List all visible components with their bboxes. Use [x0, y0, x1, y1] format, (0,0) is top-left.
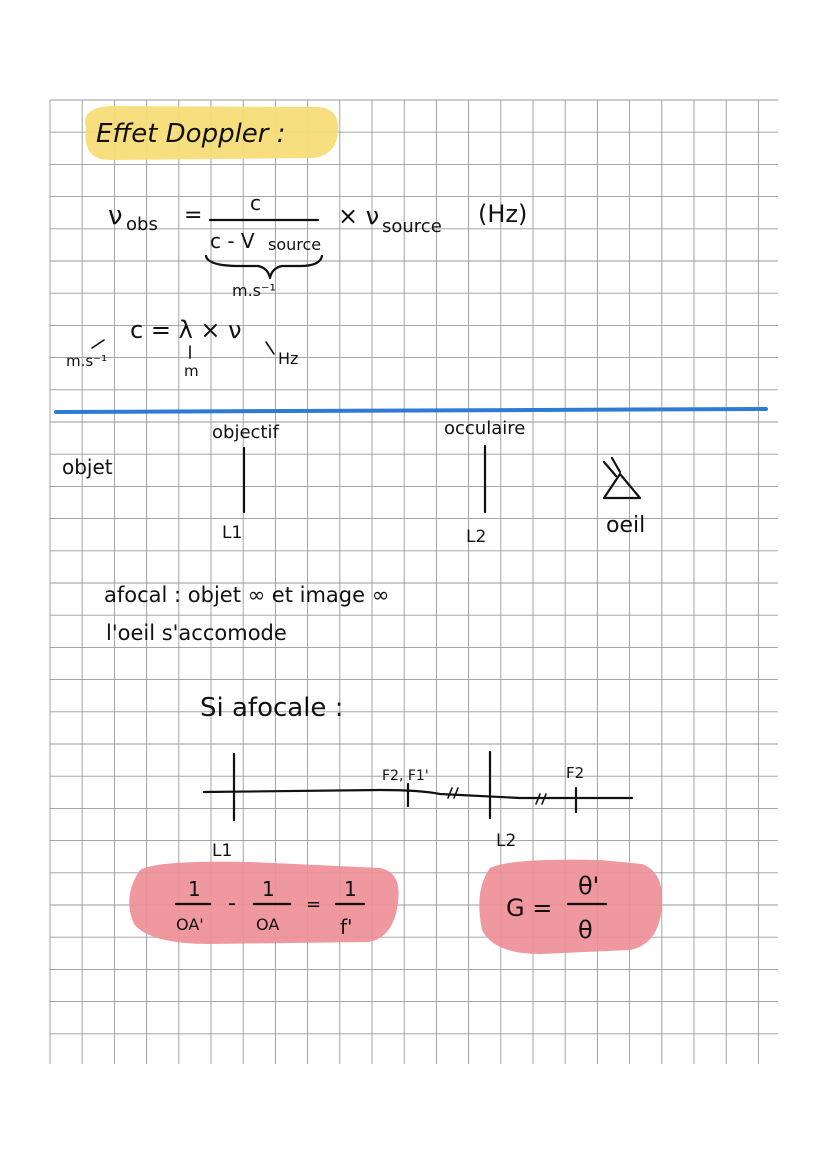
conj-den-1: OA' [176, 915, 204, 934]
conj-den-2: OA [256, 915, 280, 934]
nu-source-subscript: source [382, 216, 442, 237]
conj-equals: = [306, 894, 322, 915]
fraction-denominator: c - V [210, 229, 255, 253]
conj-num-3: 1 [344, 877, 357, 901]
f2-label: F2 [566, 764, 585, 782]
wave-relation-formula: c = λ × ν [130, 316, 242, 344]
telescope-schematic [62, 418, 645, 645]
afocal-line-1: afocal : objet ∞ et image ∞ [104, 583, 390, 607]
gain-numerator: θ' [578, 872, 600, 900]
gain-lhs: G = [506, 894, 553, 922]
l2-label: L2 [466, 527, 487, 547]
objectif-label: objectif [212, 422, 279, 443]
oculaire-label: occulaire [444, 418, 526, 439]
afocale-l2-label: L2 [496, 831, 517, 851]
conj-num-1: 1 [188, 877, 201, 901]
conj-num-2: 1 [262, 877, 275, 901]
doppler-formula [108, 191, 527, 300]
l1-label: L1 [222, 523, 243, 543]
equal-segment-mark-1 [448, 788, 458, 798]
fraction-numerator: c [250, 191, 261, 215]
objet-label: objet [62, 455, 113, 479]
nu-obs-symbol: ν [108, 201, 123, 231]
focal-points-label: F2, F1' [382, 768, 429, 784]
optical-axis [204, 790, 632, 798]
unit-nu-tick [266, 342, 274, 354]
afocale-heading: Si afocale : [200, 693, 344, 723]
gain-denominator: θ [578, 916, 593, 944]
section-separator [56, 409, 766, 412]
frequency-unit: (Hz) [478, 200, 528, 228]
afocal-line-2: l'oeil s'accomode [106, 621, 287, 645]
unit-nu: Hz [278, 349, 299, 368]
afocale-l1-label: L1 [212, 841, 233, 861]
brace-unit: m.s⁻¹ [232, 281, 276, 300]
unit-c: m.s⁻¹ [66, 352, 108, 370]
times-nu-source: × ν [338, 202, 380, 230]
unit-c-tick [92, 340, 104, 348]
underbrace [206, 256, 322, 278]
conj-den-3: f' [340, 915, 353, 939]
oeil-label: oeil [606, 513, 646, 538]
conj-minus: - [228, 891, 236, 916]
unit-lambda: m [184, 362, 199, 380]
eye-icon [604, 458, 640, 498]
fraction-denominator-subscript: source [268, 235, 322, 254]
equals-sign: = [184, 203, 203, 228]
page-title: Effet Doppler : [96, 119, 286, 149]
nu-obs-subscript: obs [126, 214, 158, 235]
